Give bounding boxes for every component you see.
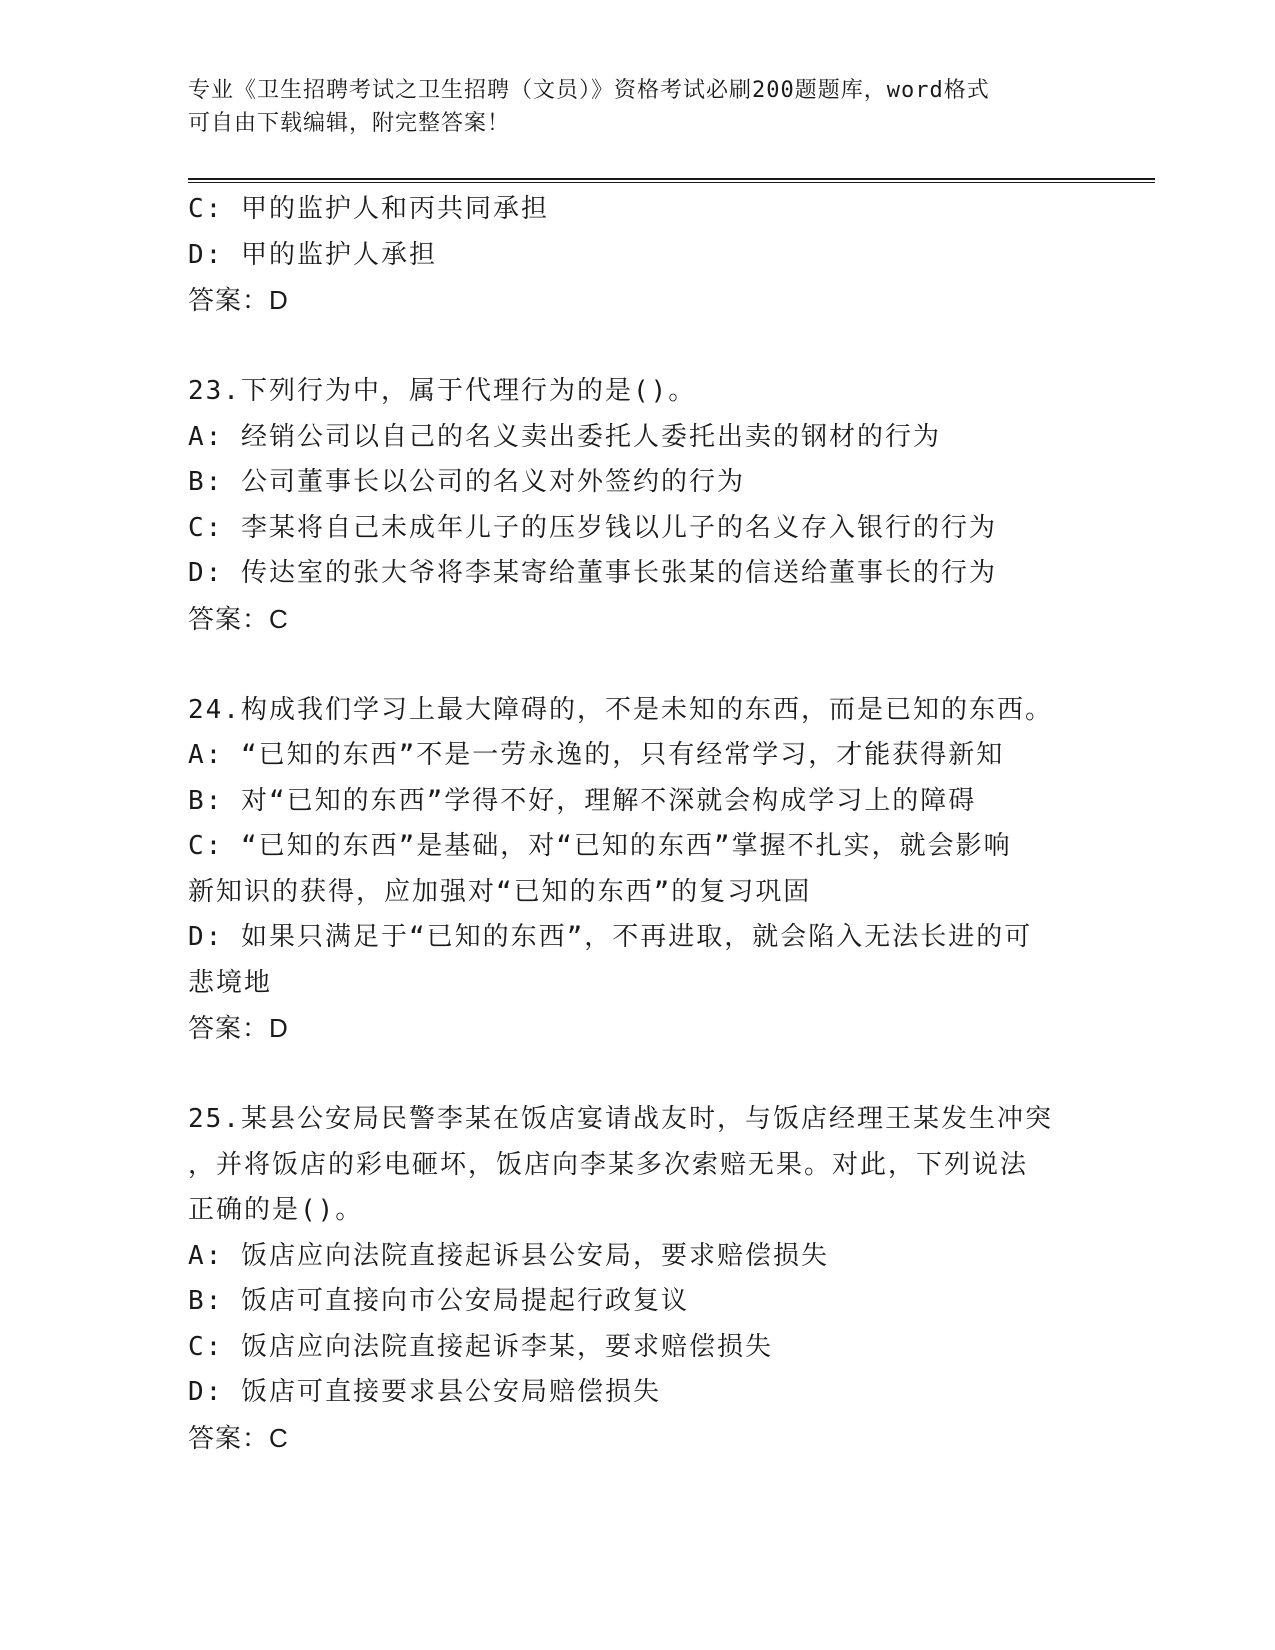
question-23 [188,369,1088,642]
option-c-continued: 新知识的获得，应加强对“已知的东西”的复习巩固 [188,876,812,907]
option-b: B: 饭店可直接向市公安局提起行政复议 [188,1286,689,1316]
question-stem: 23.下列行为中，属于代理行为的是()。 [188,376,697,406]
option-b: B: 对“已知的东西”学得不好，理解不深就会构成学习上的障碍 [188,785,977,816]
option-d: D: 传达室的张大爷将李某寄给董事长张某的信送给董事长的行为 [188,558,997,588]
option-c: C: 李某将自己未成年儿子的压岁钱以儿子的名义存入银行的行为 [188,512,997,543]
option-d: D: 甲的监护人承担 [188,239,437,270]
option-c: C: 甲的监护人和丙共同承担 [188,194,549,224]
header-title-line-2: 可自由下载编辑，附完整答案！ [188,111,511,136]
option-a: A: “已知的东西”不是一劳永逸的，只有经常学习，才能获得新知 [188,740,1005,770]
option-c: C: “已知的东西”是基础，对“已知的东西”掌握不扎实，就会影响 [188,831,1012,861]
question-stem-end: 正确的是()。 [188,1195,364,1225]
option-a: A: 经销公司以自己的名义卖出委托人委托出卖的钢材的行为 [188,421,941,452]
answer-label: 答案：D [188,1013,289,1043]
question-22-continued [188,187,1088,324]
answer-label: 答案：C [188,1422,289,1453]
header-title-line-1: 专业《卫生招聘考试之卫生招聘（文员）》资格考试必刷200题题库，word格式 [188,78,990,103]
question-stem: 24.构成我们学习上最大障碍的，不是未知的东西，而是已知的东西。 [188,694,1053,725]
option-a: A: 饭店应向法院直接起诉县公安局，要求赔偿损失 [188,1240,829,1271]
question-list [188,187,1088,1461]
option-b: B: 公司董事长以公司的名义对外签约的行为 [188,467,745,497]
question-stem: 25.某县公安局民警李某在饭店宴请战友时，与饭店经理王某发生冲突 [188,1104,1053,1134]
question-24 [188,688,1088,1052]
option-d: D: 饭店可直接要求县公安局赔偿损失 [188,1377,661,1407]
option-d-continued: 悲境地 [188,967,273,998]
option-c: C: 饭店应向法院直接起诉李某，要求赔偿损失 [188,1331,773,1362]
option-d: D: 如果只满足于“已知的东西”，不再进取，就会陷入无法长进的可 [188,922,1033,952]
answer-label: 答案：C [188,603,289,634]
answer-label: 答案：D [188,285,289,315]
document-header [188,74,1068,140]
question-25 [188,1097,1088,1461]
header-divider [188,178,1155,184]
question-stem-continued: ，并将饭店的彩电砸坏，饭店向李某多次索赔无果。对此，下列说法 [188,1149,1029,1180]
